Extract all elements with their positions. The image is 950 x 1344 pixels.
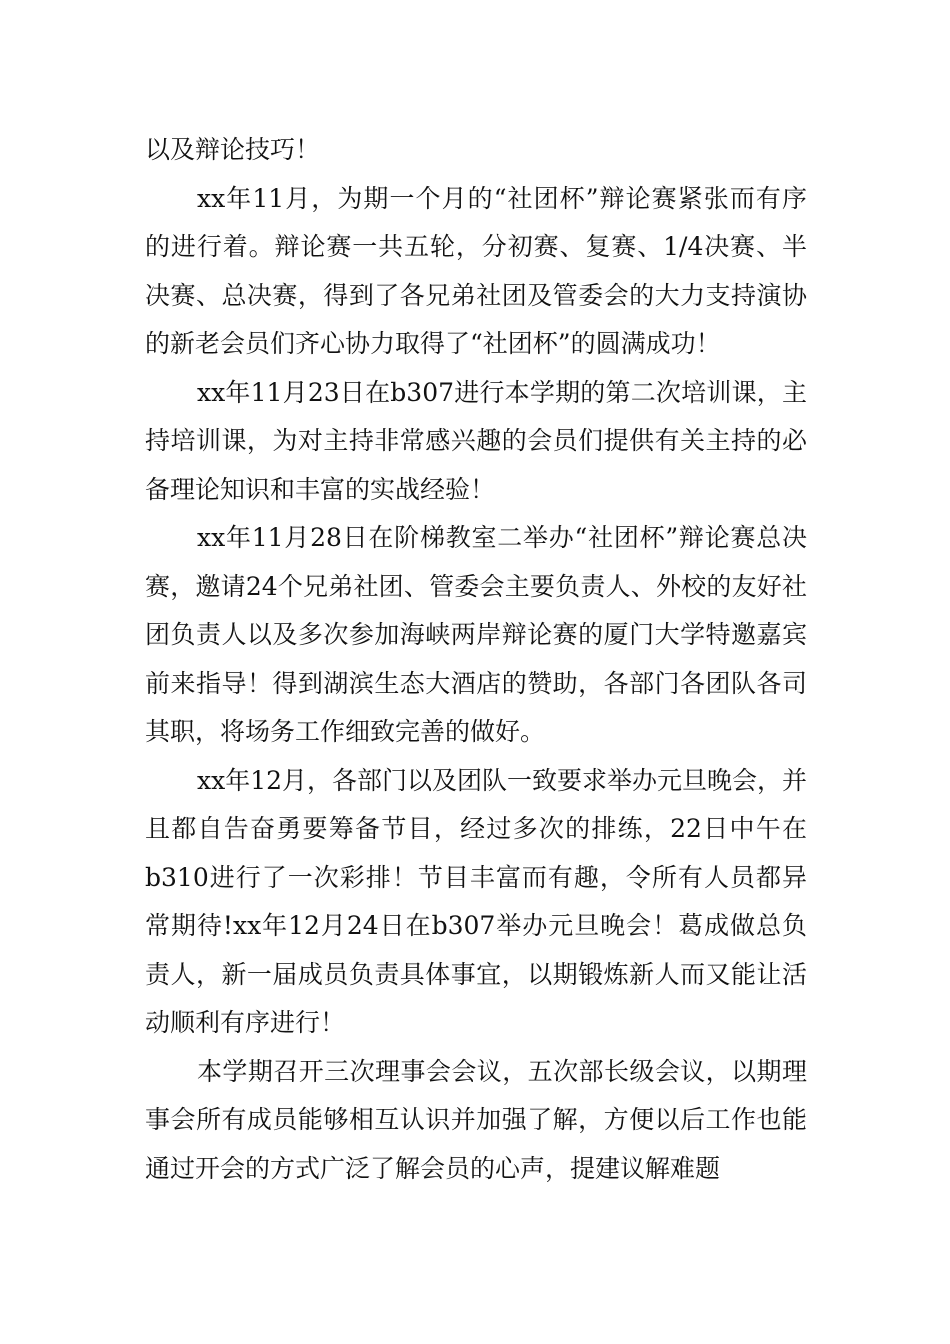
paragraph-debate-contest: xx年11月，为期一个月的“社团杯”辩论赛紧张而有序的进行着。辩论赛一共五轮，分初赛、复赛、1/4决赛、半决赛、总决赛，得到了各兄弟社团及管委会的大力支持演协的新老会员们齐心协力取得了“社团杯”的圆满成功！ bbox=[145, 183, 807, 358]
paragraph-continuation: 以及辩论技巧！ bbox=[145, 135, 321, 164]
paragraph-council-meetings: 本学期召开三次理事会会议，五次部长级会议，以期理事会所有成员能够相互认识并加强了解，方便以后工作也能通过开会的方式广泛了解会员的心声，提建议解难题 bbox=[145, 1056, 807, 1183]
document-body bbox=[145, 126, 807, 1193]
paragraph-new-year-gala: xx年12月，各部门以及团队一致要求举办元旦晚会，并且都自告奋勇要筹备节目，经过多次的排练，22日中午在b310进行了一次彩排！节目丰富而有趣，令所有人员都异常期待!xx年12月24日在b307举办元旦晚会！葛成做总负责人，新一届成员负责具体事宜，以期锻炼新人而又能让活动顺利有序进行！ bbox=[145, 765, 808, 1037]
paragraph-training-course: xx年11月23日在b307进行本学期的第二次培训课，主持培训课，为对主持非常感兴趣的会员们提供有关主持的必备理论知识和丰富的实战经验！ bbox=[145, 377, 807, 504]
paragraph-debate-final: xx年11月28日在阶梯教室二举办“社团杯”辩论赛总决赛，邀请24个兄弟社团、管委会主要负责人、外校的友好社团负责人以及多次参加海峡两岸辩论赛的厦门大学特邀嘉宾前来指导！得到湖滨生态大酒店的赞助，各部门各团队各司其职，将场务工作细致完善的做好。 bbox=[145, 523, 807, 746]
